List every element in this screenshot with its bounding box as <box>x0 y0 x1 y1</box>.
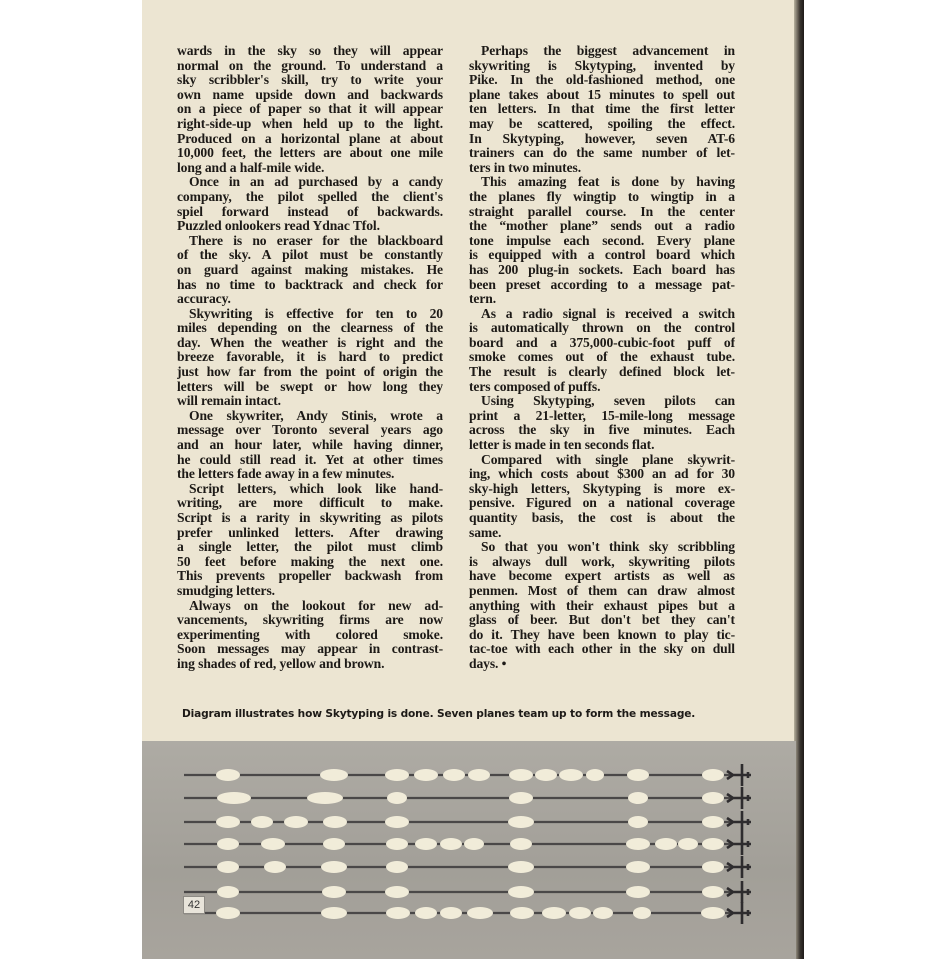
text-line: and an hour later, while having dinner, <box>177 438 443 453</box>
smoke-puff <box>509 792 533 804</box>
text-line: prefer unlinked letters. After drawing <box>177 525 443 540</box>
smoke-puff <box>323 838 345 850</box>
text-line: tern. <box>469 292 497 307</box>
text-line: breeze favorable, it is hard to predict <box>177 350 443 365</box>
text-line: may be scattered, spoiling the effect. <box>469 116 735 131</box>
smoke-puff <box>307 792 343 804</box>
text-line: Soon messages may appear in contrast- <box>177 642 443 657</box>
text-line: do it. They have been known to play tic- <box>469 627 735 642</box>
smoke-puff <box>702 861 724 873</box>
smoke-puff <box>216 907 240 919</box>
paragraph <box>177 599 443 672</box>
text-line: So that you won't think sky scribbling <box>481 540 735 555</box>
text-line: days. • <box>469 656 507 671</box>
text-line: company, the pilot spelled the client's <box>177 189 443 204</box>
text-line: will remain intact. <box>177 394 281 409</box>
text-line: tac-toe with each other in the sky on dull <box>469 642 735 657</box>
text-line: penmen. Most of them can draw almost <box>469 583 735 598</box>
smoke-puff <box>626 886 650 898</box>
smoke-puff <box>385 769 409 781</box>
smoke-puff <box>216 816 240 828</box>
text-line: board and a 375,000-cubic-foot puff of <box>469 335 735 350</box>
smoke-puff <box>702 816 724 828</box>
text-line: There is no eraser for the blackboard <box>189 233 443 248</box>
smoke-puff <box>468 769 490 781</box>
smoke-puff <box>626 838 650 850</box>
smoke-puff <box>678 838 698 850</box>
smoke-puff <box>702 886 724 898</box>
smoke-puff <box>508 861 534 873</box>
text-line: The result is clearly defined block let- <box>469 365 735 380</box>
text-line: In Skytyping, however, seven AT-6 <box>469 131 735 146</box>
text-line: on guard against making mistakes. He <box>177 262 443 277</box>
smoke-puff <box>702 792 724 804</box>
text-line: a single letter, the pilot must climb <box>177 540 443 555</box>
plane-smoke-row <box>184 833 751 855</box>
smoke-puff <box>508 886 534 898</box>
text-line: across the sky in five minutes. Each <box>469 423 735 438</box>
text-line: anything with their exhaust pipes but a <box>469 598 735 613</box>
smoke-puff <box>467 907 493 919</box>
text-line: been preset according to a message pat- <box>469 277 735 292</box>
smoke-puff <box>440 838 462 850</box>
text-line: day. When the weather is right and the <box>177 335 443 350</box>
text-line: letter is made in ten seconds flat. <box>469 438 655 453</box>
text-line: right-side-up when held up to the light. <box>177 116 443 131</box>
text-line: plane takes about 15 minutes to spell out <box>469 87 735 102</box>
smoke-puff <box>264 861 286 873</box>
text-line: writing, are more difficult to make. <box>177 496 443 511</box>
paragraph <box>469 307 735 395</box>
text-line: has no time to backtrack and check for <box>177 277 443 292</box>
smoke-puff <box>628 816 648 828</box>
text-line: 50 feet before making the next one. <box>177 554 443 569</box>
text-line: ing, which costs about $300 an ad for 30 <box>469 467 735 482</box>
text-line: same. <box>469 525 502 540</box>
text-line: is automatically thrown on the control <box>469 321 735 336</box>
text-line: is equipped with a control board which <box>469 248 735 263</box>
smoke-puff <box>593 907 613 919</box>
text-line: accuracy. <box>177 292 231 307</box>
plane-smoke-row <box>184 811 751 833</box>
smoke-puff <box>321 861 347 873</box>
text-line: Compared with single plane skywrit- <box>481 452 735 467</box>
smoke-puff <box>320 769 348 781</box>
smoke-puff <box>323 816 347 828</box>
smoke-puff <box>510 907 534 919</box>
smoke-puff <box>415 838 437 850</box>
smoke-puff <box>559 769 583 781</box>
smoke-puff <box>217 792 251 804</box>
smoke-puff <box>261 838 285 850</box>
text-line: glass of beer. But don't bet they can't <box>469 613 735 628</box>
smoke-puff <box>633 907 651 919</box>
text-line: Script letters, which look like hand- <box>189 481 443 496</box>
smoke-puff <box>509 769 533 781</box>
smoke-puff <box>216 769 240 781</box>
text-line: is always dull work, skywriting pilots <box>469 554 735 569</box>
text-line: has 200 plug-in sockets. Each board has <box>469 262 735 277</box>
text-line: the letters fade away in a few minutes. <box>177 467 395 482</box>
text-line: This amazing feat is done by having <box>481 175 735 190</box>
article-right-column <box>469 44 735 672</box>
skytyping-diagram-svg <box>142 741 796 959</box>
smoke-puff <box>386 907 410 919</box>
text-line: This prevents propeller backwash from <box>177 569 443 584</box>
text-line: ing shades of red, yellow and brown. <box>177 656 385 671</box>
text-line: smoke comes out of the exhaust tube. <box>469 350 735 365</box>
text-line: Pike. In the old-fashioned method, one <box>469 73 735 88</box>
text-line: message over Toronto several years ago <box>177 423 443 438</box>
text-line: quantity basis, the cost is about the <box>469 511 735 525</box>
smoke-puff <box>655 838 677 850</box>
text-line: ten letters. In that time the first letter <box>469 102 735 117</box>
text-line: trainers can do the same number of let- <box>469 146 735 161</box>
plane-smoke-row <box>184 902 751 924</box>
text-line: normal on the ground. To understand a <box>177 58 443 73</box>
text-line: straight parallel course. In the center <box>469 204 735 219</box>
text-line: he could still read it. Yet at other times <box>177 452 443 467</box>
text-line: long and a half-mile wide. <box>177 160 325 175</box>
text-line: One skywriter, Andy Stinis, wrote a <box>189 408 443 423</box>
plane-smoke-row <box>184 764 751 786</box>
text-line: experimenting with colored smoke. <box>177 627 443 642</box>
figure-caption: Diagram illustrates how Skytyping is done. Seven planes team up to form the message. <box>182 708 696 720</box>
text-line: ters in two minutes. <box>469 160 582 175</box>
text-line: smudging letters. <box>177 583 275 598</box>
smoke-puff <box>702 838 724 850</box>
smoke-puff <box>569 907 591 919</box>
smoke-puff <box>386 838 408 850</box>
smoke-puff <box>464 838 484 850</box>
smoke-puff <box>542 907 566 919</box>
plane-smoke-row <box>184 856 751 878</box>
text-line: 10,000 feet, the letters are about one mile <box>177 146 443 161</box>
paragraph <box>177 175 443 233</box>
text-line: own name upside down and backwards <box>177 87 443 102</box>
text-line: pensive. Figured on a national coverage <box>469 496 735 511</box>
text-line: Perhaps the biggest advancement in <box>481 44 735 58</box>
smoke-puff <box>701 907 725 919</box>
smoke-puff <box>626 861 650 873</box>
paragraph <box>177 409 443 482</box>
smoke-puff <box>385 816 409 828</box>
plane-smoke-row <box>184 787 751 809</box>
smoke-puff <box>251 816 273 828</box>
article-left-column <box>177 44 443 672</box>
text-line: letters will be swept or how long they <box>177 379 443 394</box>
text-line: Always on the lookout for new ad- <box>189 598 443 613</box>
text-line: tone impulse each second. Every plane <box>469 233 735 248</box>
text-line: Produced on a horizontal plane at about <box>177 131 443 146</box>
paragraph <box>469 394 735 452</box>
smoke-puff <box>217 861 239 873</box>
page-number: 42 <box>183 896 205 914</box>
smoke-puff <box>443 769 465 781</box>
text-line: sky scribbler's skill, try to write your <box>177 73 443 88</box>
smoke-puff <box>321 907 347 919</box>
text-line: have become expert artists as well as <box>469 569 735 584</box>
smoke-puff <box>385 886 409 898</box>
smoke-puff <box>627 769 649 781</box>
smoke-puff <box>586 769 604 781</box>
paragraph <box>469 453 735 541</box>
text-line: the planes fly wingtip to wingtip in a <box>469 189 735 204</box>
paragraph <box>177 482 443 599</box>
text-line: spiel forward instead of backwards. <box>177 204 443 219</box>
paragraph <box>177 234 443 307</box>
smoke-puff <box>387 792 407 804</box>
text-line: miles depending on the clearness of the <box>177 321 443 336</box>
smoke-puff <box>217 838 239 850</box>
text-line: Once in an ad purchased by a candy <box>189 175 443 190</box>
paragraph <box>469 175 735 306</box>
text-line: Using Skytyping, seven pilots can <box>481 394 735 409</box>
smoke-puff <box>510 838 532 850</box>
text-line: the “mother plane” sends out a radio <box>469 219 735 234</box>
paragraph <box>177 307 443 409</box>
smoke-puff <box>284 816 308 828</box>
text-line: print a 21-letter, 15-mile-long message <box>469 408 735 423</box>
smoke-puff <box>415 907 437 919</box>
text-line: of the sky. A pilot must be constantly <box>177 248 443 263</box>
text-line: sky-high letters, Skytyping is more ex- <box>469 481 735 496</box>
text-line: ters composed of puffs. <box>469 379 601 394</box>
smoke-puff <box>508 816 534 828</box>
smoke-puff <box>414 769 438 781</box>
smoke-puff <box>386 861 408 873</box>
smoke-puff <box>217 886 239 898</box>
plane-smoke-row <box>184 881 751 903</box>
text-line: Script is a rarity in skywriting as pilots <box>177 511 443 525</box>
text-line: As a radio signal is received a switch <box>481 306 735 321</box>
text-line: Skywriting is effective for ten to 20 <box>189 306 443 321</box>
text-line: just how far from the point of origin the <box>177 365 443 380</box>
skytyping-diagram <box>142 741 796 959</box>
paragraph <box>469 44 735 175</box>
smoke-puff <box>628 792 648 804</box>
text-line: vancements, skywriting firms are now <box>177 613 443 628</box>
smoke-puff <box>702 769 724 781</box>
text-line: skywriting is Skytyping, invented by <box>469 58 735 73</box>
text-line: wards in the sky so they will appear <box>177 44 443 58</box>
smoke-puff <box>440 907 462 919</box>
smoke-puff <box>535 769 557 781</box>
paragraph <box>469 540 735 671</box>
text-line: on a piece of paper so that it will appear <box>177 102 443 117</box>
paragraph <box>177 44 443 175</box>
text-line: Puzzled onlookers read Ydnac Tfol. <box>177 219 380 234</box>
smoke-puff <box>322 886 346 898</box>
